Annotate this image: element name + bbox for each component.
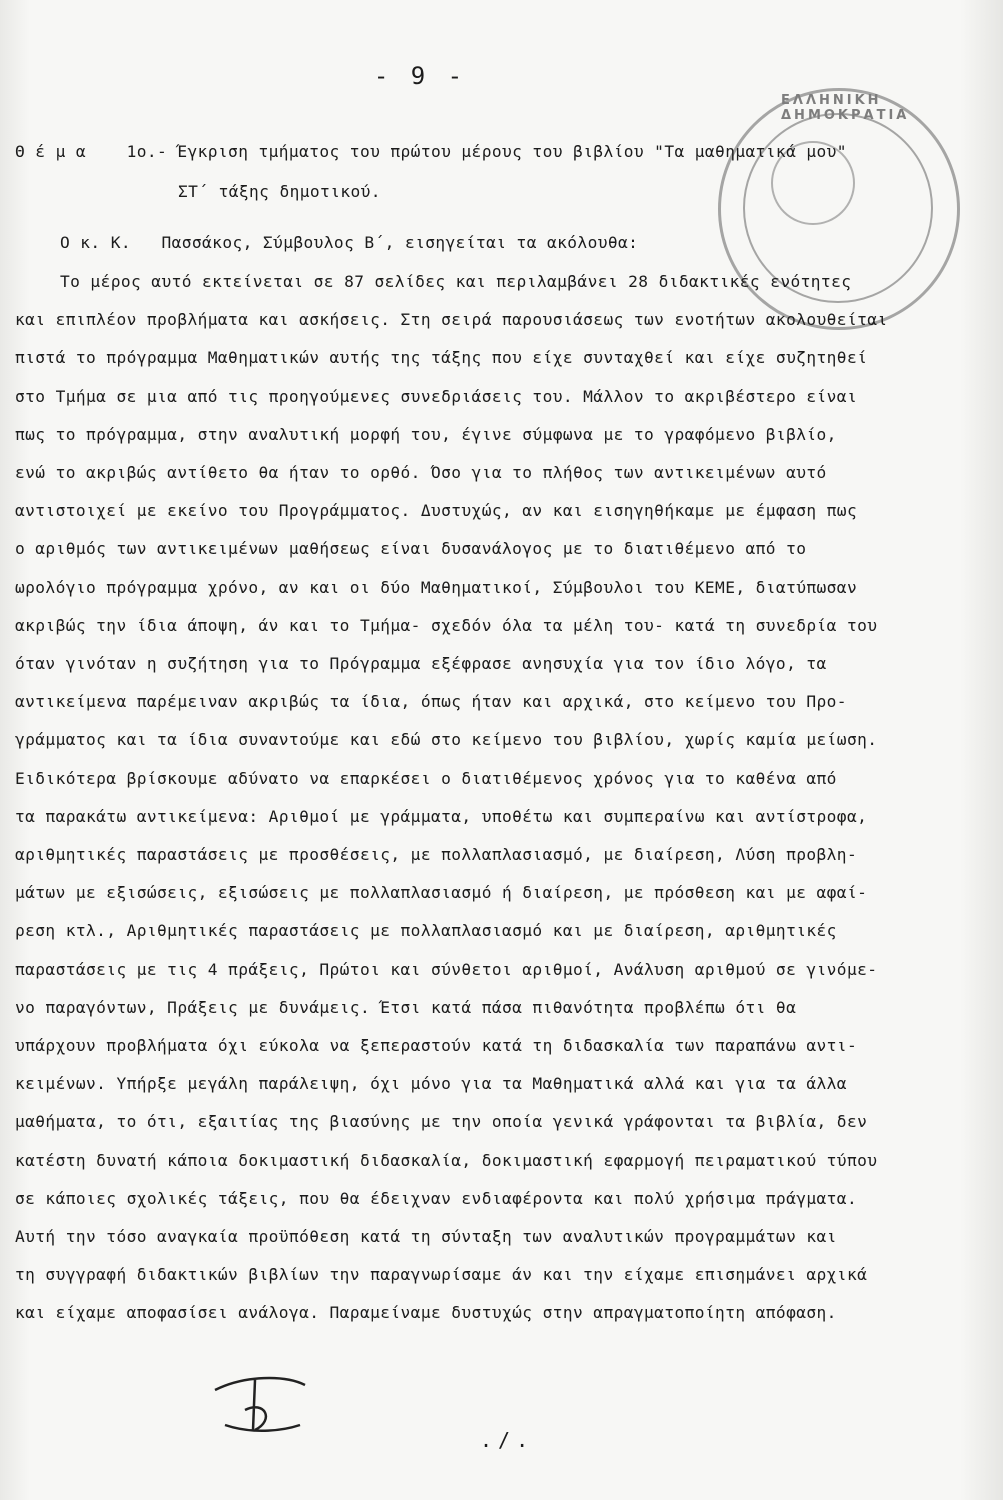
body-line: ενώ το ακριβώς αντίθετο θα ήταν το ορθό. Όσο για το πλήθος των αντικειμένων αυτό (15, 463, 827, 482)
body-line: αντικείμενα παρέμειναν ακριβώς τα ίδια, όπως ήταν και αρχικά, στο κείμενο του Προ- (15, 692, 847, 712)
body-line: Αυτή την τόσο αναγκαία προϋπόθεση κατά τη σύνταξη των αναλυτικών προγραμμάτων και (15, 1227, 837, 1246)
body-line: πιστά το πρόγραμμα Μαθηματικών αυτής της τάξης που είχε συνταχθεί και είχε συζητηθεί (15, 348, 868, 368)
body-line: στο Τμήμα σε μια από τις προηγούμενες συνεδριάσεις του. Μάλλον το ακριβέστερο είναι (15, 386, 858, 406)
body-line: τα παρακάτω αντικείμενα: Αριθμοί με γράμματα, υποθέτω και συμπεραίνω και αντίστροφα, (15, 806, 868, 826)
body-line: όταν γινόταν η συζήτηση για το Πρόγραμμα εξέφρασε ανησυχία για τον ίδιο λόγο, τα (15, 654, 827, 673)
stamp-text: ΕΛΛΗΝΙΚΗ ΔΗΜΟΚΡΑΤΙΑ (781, 93, 910, 123)
body-line: υπάρχουν προβλήματα όχι εύκολα να ξεπεραστούν κατά τη διδασκαλία των παραπάνω αντι- (15, 1036, 858, 1055)
body-line: ο αριθμός των αντικειμένων μαθήσεως είναι δυσανάλογος με το διατιθέμενο από το (15, 539, 807, 559)
body-line: κειμένων. Υπήρξε μεγάλη παράλειψη, όχι μόνο για τα Μαθηματικά αλλά και για τα άλλα (15, 1074, 847, 1094)
official-stamp (718, 88, 960, 330)
body-line: πως το πρόγραμμα, στην αναλυτική μορφή του, έγινε σύμφωνα με το γραφόμενο βιβλίο, (15, 424, 837, 444)
handwritten-signature (205, 1370, 315, 1440)
body-line: σε κάποιες σχολικές τάξεις, που θα έδειχναν ενδιαφέροντα και πολύ χρήσιμα πράγματα. (15, 1188, 858, 1208)
body-line: ωρολόγιο πρόγραμμα χρόνο, αν και οι δύο Μαθηματικοί, Σύμβουλοι του ΚΕΜΕ, διατύπωσαν (15, 577, 858, 597)
body-line: μάτων με εξισώσεις, εξισώσεις με πολλαπλασιασμό ή διαίρεση, με πρόσθεση και με αφαί- (15, 883, 868, 903)
continuation-mark: ./. (480, 1428, 535, 1452)
body-line: Το μέρος αυτό εκτείνεται σε 87 σελίδες και περιλαμβάνει 28 διδακτικές ενότητες (60, 272, 852, 291)
intro-line: Ο κ. Κ. Πασσάκος, Σύμβουλος Β΄, εισηγείται τα ακόλουθα: (60, 233, 639, 252)
heading-line-1: Θ έ μ α 1ο.- Έγκριση τμήματος του πρώτου μέρους του βιβλίου "Τα μαθηματικά μου" (15, 142, 847, 161)
body-line: κατέστη δυνατή κάποια δοκιμαστική διδασκαλία, δοκιμαστική εφαρμογή πειραματικού τύπου (15, 1150, 878, 1170)
body-line: μαθήματα, το ότι, εξαιτίας της βιασύνης με την οποία γενικά γράφονται τα βιβλία, δεν (15, 1112, 868, 1132)
body-line: τη συγγραφή διδακτικών βιβλίων την παραγνωρίσαμε άν και την είχαμε επισημάνει αρχικά (15, 1265, 868, 1285)
body-line: Ειδικότερα βρίσκουμε αδύνατο να επαρκέσει ο διατιθέμενος χρόνος για το καθένα από (15, 768, 837, 788)
body-line: νο παραγόντων, Πράξεις με δυνάμεις. Έτσι κατά πάσα πιθανότητα προβλέπω ότι θα (15, 997, 797, 1017)
body-line: ρεση κτλ., Αριθμητικές παραστάσεις με πολλαπλασιασμό και με διαίρεση, αριθμητικές (15, 921, 837, 941)
heading-line-2: ΣΤ΄ τάξης δημοτικού. (178, 182, 381, 201)
body-line: και είχαμε αποφασίσει ανάλογα. Παραμείναμε δυστυχώς στην απραγματοποίητη απόφαση. (15, 1303, 837, 1323)
body-line: αριθμητικές παραστάσεις με προσθέσεις, με πολλαπλασιασμό, με διαίρεση, Λύση προβλη- (15, 845, 858, 864)
body-line: ακριβώς την ίδια άποψη, άν και το Τμήμα- σχεδόν όλα τα μέλη του- κατά τη συνεδρία του (15, 615, 878, 635)
body-line: γράμματος και τα ίδια συναντούμε και εδώ στο κείμενο του βιβλίου, χωρίς καμία μείωση. (15, 730, 878, 750)
body-line: και επιπλέον προβλήματα και ασκήσεις. Στη σειρά παρουσιάσεως των ενοτήτων ακολουθείται (15, 310, 888, 330)
body-line: αντιστοιχεί με εκείνο του Προγράμματος. Δυστυχώς, αν και εισηγηθήκαμε με έμφαση πως (15, 501, 858, 521)
page-number: - 9 - (373, 62, 467, 90)
body-line: παραστάσεις με τις 4 πράξεις, Πρώτοι και σύνθετοι αριθμοί, Ανάλυση αριθμού σε γινόμε- (15, 959, 878, 979)
